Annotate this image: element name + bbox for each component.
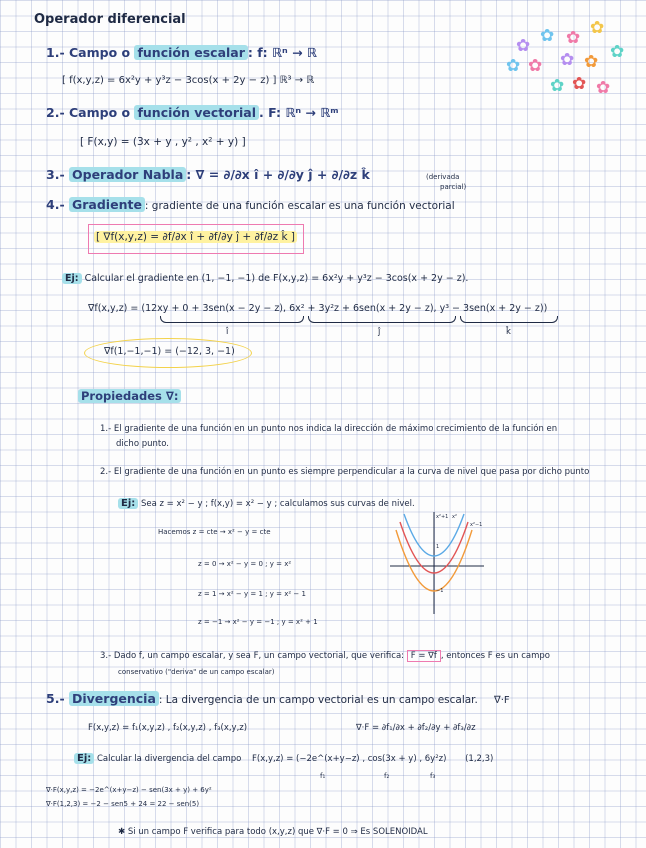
property-3-boxed-formula: F = ∇f: [407, 650, 441, 662]
flower-icon: ✿: [566, 28, 581, 48]
section-number: 3.-: [46, 167, 65, 182]
component-label: f₃: [430, 772, 436, 780]
divergence-result-line-1: ∇·F(x,y,z) = −2e^(x+y−z) − sen(3x + y) + 6y²: [46, 786, 212, 794]
property-3-text: 3.- Dado f, un campo escalar, y sea F, un campo vectorial, que verifica:: [100, 651, 405, 661]
property-1-line-2: dicho punto.: [116, 439, 169, 449]
divergence-result-line-2: ∇·F(1,2,3) = −2 − sen5 + 24 = 22 − sen(5): [46, 800, 200, 808]
section-highlight: Gradiente: [69, 197, 145, 212]
section-2-example: [ F(x,y) = (3x + y , y² , x² + y) ]: [80, 136, 246, 148]
graph-label: −1: [436, 588, 444, 594]
example-text: Sea z = x² − y ; f(x,y) = x² − y ; calculamos sus curvas de nivel.: [140, 499, 415, 509]
brace-3-label: k̂: [506, 327, 511, 337]
flower-icon: ✿: [590, 18, 605, 38]
example-label: Ej:: [62, 273, 82, 284]
section-5-heading: [46, 692, 478, 707]
brace-2-label: ĵ: [378, 327, 381, 337]
section-4-heading: [46, 198, 455, 213]
level-curves-graph: [380, 508, 490, 618]
property-2: 2.- El gradiente de una función en un punto es siempre perpendicular a la curva de nivel que pasa por dicho punto: [100, 467, 590, 477]
gradient-component-3: y³ − 3sen(x + 2y − z): [439, 303, 544, 314]
example-2-statement: [118, 497, 415, 511]
gradient-result: ∇f(1,−1,−1) = (−12, 3, −1): [104, 346, 235, 357]
flower-icon: ✿: [516, 36, 531, 56]
property-3-line-2: conservativo ("deriva" de un campo escalar): [118, 668, 275, 676]
brace-1: [160, 316, 304, 323]
flower-icon: ✿: [506, 56, 521, 76]
properties-title: Propiedades ∇:: [78, 389, 181, 403]
flower-icon: ✿: [560, 50, 575, 70]
graph-label: x²: [452, 514, 457, 520]
section-highlight: Divergencia: [69, 691, 159, 706]
field-definition: F(x,y,z) = f₁(x,y,z) , f₂(x,y,z) , f₃(x,y,z): [88, 723, 248, 733]
example-text: Calcular el gradiente en (1, −1, −1) de F(x,y,z) = 6x²y + y³z − 3cos(x + 2y − z).: [84, 273, 469, 284]
flower-icon: ✿: [596, 78, 611, 98]
example-label: Ej:: [118, 498, 138, 509]
brace-3: [460, 316, 558, 323]
gradient-lhs: ∇f(x,y,z) = (: [88, 303, 146, 314]
section-mapping: . F: ℝⁿ → ℝᵐ: [259, 105, 339, 120]
nabla-note-bottom: parcial): [440, 183, 467, 191]
flower-icon: ✿: [584, 52, 599, 72]
section-text: : La divergencia de un campo vectorial es un campo escalar.: [158, 694, 478, 706]
section-mapping: : f: ℝⁿ → ℝ: [247, 45, 317, 60]
property-3-text-end: , entonces F es un campo: [440, 651, 550, 661]
graph-label: x²−1: [470, 522, 483, 528]
component-label: f₂: [384, 772, 390, 780]
level-curve-zm1: z = −1 → x² − y = −1 ; y = x² + 1: [198, 618, 318, 626]
section-prefix: Campo o: [69, 45, 131, 60]
section-highlight: función escalar: [134, 45, 247, 60]
section-1-example: [ f(x,y,z) = 6x²y + y³z − 3cos(x + 2y − z) ] ℝ³ → ℝ: [62, 75, 315, 86]
solenoidal-conclusion: ✱ Si un campo F verifica para todo (x,y,z) que ∇·F = 0 ⇒ Es SOLENOIDAL: [118, 827, 428, 837]
graph-label: x²+1: [436, 514, 449, 520]
section-number: 5.-: [46, 691, 65, 706]
level-curve-z1: z = 1 → x² − y = 1 ; y = x² − 1: [198, 590, 306, 598]
section-prefix: Campo o: [69, 105, 131, 120]
property-3-line-1: [100, 650, 550, 663]
nabla-formula: : ∇ = ∂/∂x î + ∂/∂y ĵ + ∂/∂z k̂: [186, 167, 370, 182]
flower-icon: ✿: [572, 74, 587, 94]
divergence-symbol: ∇·F: [494, 695, 510, 706]
example-text: Calcular la divergencia del campo: [96, 754, 242, 764]
example-label: Ej:: [74, 753, 94, 764]
graph-label: 1: [436, 544, 440, 550]
properties-heading: [78, 390, 181, 403]
component-label: f₁: [320, 772, 326, 780]
example-field: F(x,y,z) = (−2e^(x+y−z) , cos(3x + y) , 6y²z): [252, 754, 447, 764]
section-number: 4.-: [46, 197, 65, 212]
level-curve-z0: z = 0 → x² − y = 0 ; y = x²: [198, 560, 292, 568]
gradient-formula: [94, 231, 297, 244]
example-point: (1,2,3): [465, 754, 494, 764]
gradient-formula-text: [ ∇f(x,y,z) = ∂f/∂x î + ∂f/∂y ĵ + ∂f/∂z k̂ ]: [96, 231, 295, 243]
property-1-line-1: 1.- El gradiente de una función en un punto nos indica la dirección de máximo crecimiento de la función en: [100, 424, 558, 434]
flower-icon: ✿: [528, 56, 543, 76]
flower-icon: ✿: [550, 76, 565, 96]
example-1-statement: [62, 272, 468, 285]
gradient-component-2: 6x² + 3y²z + 6sen(x + 2y − z): [289, 303, 434, 314]
page-title: Operador diferencial: [34, 12, 186, 27]
section-3-heading: [46, 168, 370, 181]
divergence-definition: ∇·F = ∂f₁/∂x + ∂f₂/∂y + ∂f₃/∂z: [356, 723, 476, 733]
brace-1-label: î: [226, 327, 229, 337]
gradient-expression: ∇f(x,y,z) = (12xy + 0 + 3sen(x − 2y − z), 6x² + 3y²z + 6sen(x + 2y − z), y³ − 3sen(x + 2y − z)): [88, 303, 548, 314]
flower-icon: ✿: [540, 26, 555, 46]
nabla-note-top: (derivada: [426, 173, 460, 181]
section-highlight: función vectorial: [134, 105, 259, 120]
section-text: : gradiente de una función escalar es una función vectorial: [144, 200, 455, 212]
section-number: 1.-: [46, 45, 65, 60]
level-curve-constant: Hacemos z = cte → x² − y = cte: [158, 528, 271, 536]
gradient-component-1: 12xy + 0 + 3sen(x − 2y − z): [145, 303, 284, 314]
section-1-heading: [46, 46, 317, 59]
section-highlight: Operador Nabla: [69, 167, 186, 182]
brace-2: [308, 316, 456, 323]
flower-icon: ✿: [610, 42, 625, 62]
section-number: 2.-: [46, 105, 65, 120]
example-3-statement: [74, 752, 493, 766]
gradient-close: ): [543, 303, 548, 314]
section-2-heading: [46, 106, 339, 119]
